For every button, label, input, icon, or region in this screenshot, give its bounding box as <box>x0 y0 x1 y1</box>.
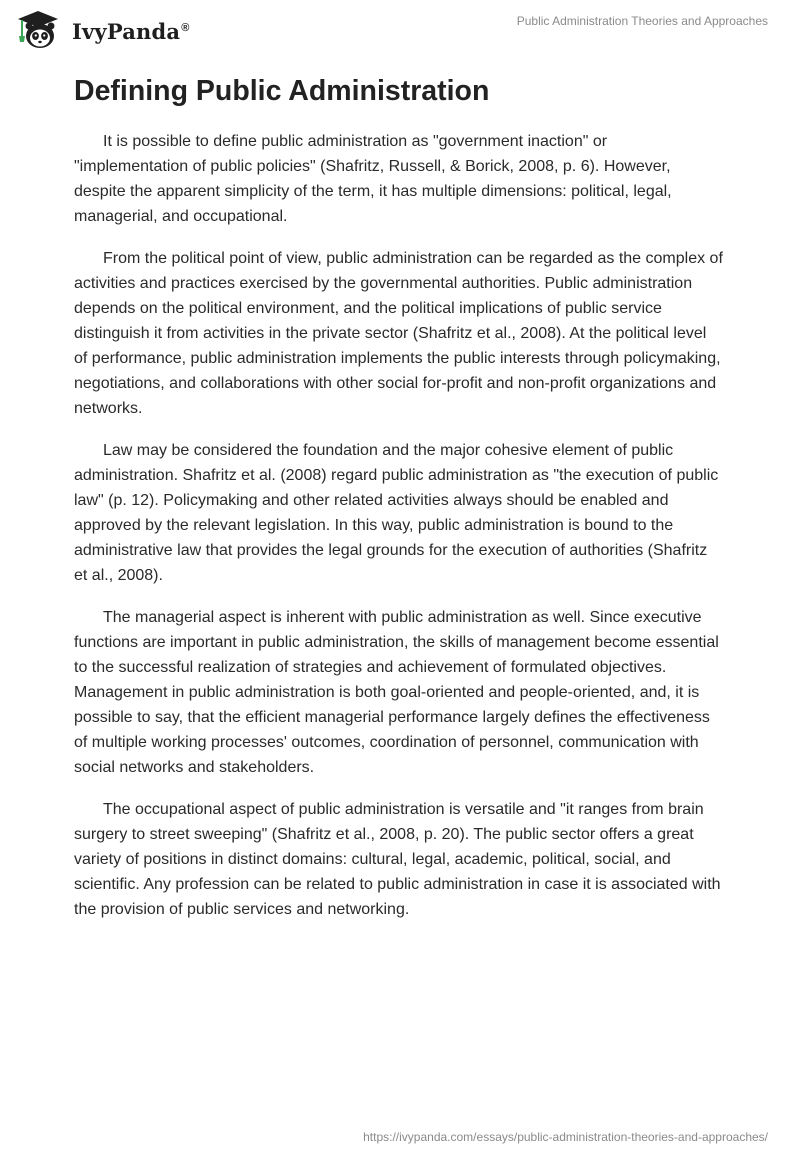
registered-mark: ® <box>181 21 190 34</box>
paragraph-definition: It is possible to define public administration as "government inaction" or "implementation of public policies" (Shafritz, Russell, & Borick, 2008, p. 6). However, despite the apparent simplicity of the term, it has multiple dimensions: political, legal, managerial, and occupational. <box>74 133 672 225</box>
ivypanda-logo[interactable] <box>14 8 190 52</box>
page-header <box>0 0 800 60</box>
paragraph-managerial: The managerial aspect is inherent with public administration as well. Since executive functions are important in public administration, the skills of management become essential to the successful realization of strategies and achievement of formulated objectives. Management in public administration is both goal-oriented and people-oriented, and, it is possible to say, that the efficient managerial performance largely defines the effectiveness of multiple working processes' outcomes, coordination of personnel, communication with social networks and stakeholders. <box>74 609 719 776</box>
paragraph-legal: Law may be considered the foundation and the major cohesive element of public administration. Shafritz et al. (2008) regard public administration as "the execution of public law" (p. 12). Policymaking and other related activities always should be enabled and approved by the relevant legislation. In this way, public administration is bound to the administrative law that provides the legal grounds for the execution of authorities (Shafritz et al., 2008). <box>74 442 719 584</box>
document-title: Public Administration Theories and Approaches <box>516 14 768 28</box>
source-url-link[interactable]: https://ivypanda.com/essays/public-administration-theories-and-approaches/ <box>363 1130 768 1144</box>
section-heading: Defining Public Administration <box>74 75 490 107</box>
logo-wordmark: IvyPanda® <box>72 18 190 44</box>
article-body <box>74 70 724 939</box>
paragraph-occupational: The occupational aspect of public administration is versatile and "it ranges from brain surgery to street sweeping" (Shafritz et al., 2008, p. 20). The public sector offers a great variety of positions in distinct domains: cultural, legal, academic, political, social, and scientific. Any profession can be related to public administration in case it is associated with the provision of public services and networking. <box>74 801 721 918</box>
panda-graduation-cap-icon <box>14 8 66 52</box>
paragraph-political: From the political point of view, public administration can be regarded as the complex of activities and practices exercised by the governmental authorities. Public administration depends on the political environment, and the political implications of public service distinguish it from activities in the private sector (Shafritz et al., 2008). At the political level of performance, public administration implements the public interests through policymaking, negotiations, and collaborations with other social for-profit and non-profit organizations and networks. <box>74 250 723 417</box>
